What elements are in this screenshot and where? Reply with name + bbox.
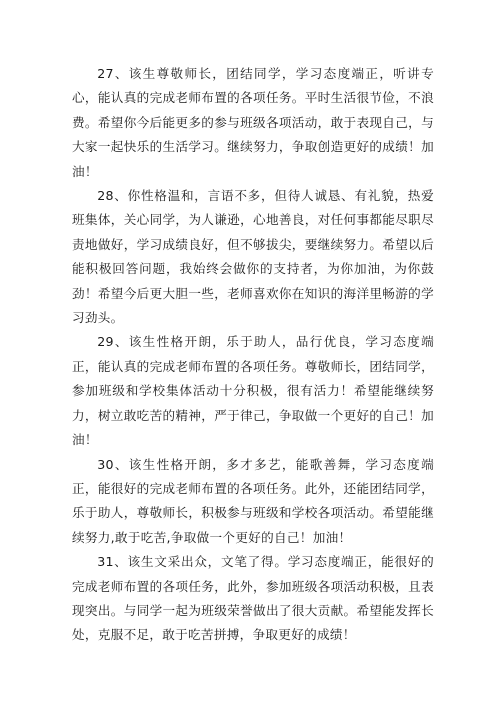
comment-paragraph-31: 31、该生文采出众，文笔了得。学习态度端正，能很好的完成老师布置的各项任务，此外，参加班级各项活动积极，且表现突出。与同学一起为班级荣誉做出了很大贡献。希望能发挥长处，克服不足，敢于吃苦拼搏，争取更好的成绩！ <box>72 554 434 643</box>
comment-paragraph-28: 28、你性格温和，言语不多，但待人诚恳、有礼貌，热爱班集体，关心同学，为人谦逊，心地善良，对任何事都能尽职尽责地做好，学习成绩良好，但不够拔尖，要继续努力。希望以后能积极回答问题，我始终会做你的支持者，为你加油，为你鼓劲！希望今后更大胆一些，老师喜欢你在知识的海洋里畅游的学习劲头。 <box>72 188 434 326</box>
comment-paragraph-27: 27、该生尊敬师长，团结同学，学习态度端正，听讲专心，能认真的完成老师布置的各项任务。平时生活很节俭，不浪费。希望你今后能更多的参与班级各项活动，敢于表现自己，与大家一起快乐的生活学习。继续努力，争取创造更好的成绩！加油！ <box>72 66 434 179</box>
comment-paragraph-29: 29、该生性格开朗，乐于助人，品行优良，学习态度端正，能认真的完成老师布置的各项任务。尊敬师长，团结同学，参加班级和学校集体活动十分积极，很有活力！希望能继续努力，树立敢吃苦的精神，严于律己，争取做一个更好的自己！加油！ <box>72 334 434 448</box>
comment-paragraph-30: 30、该生性格开朗，多才多艺，能歌善舞，学习态度端正，能很好的完成老师布置的各项任务。此外，还能团结同学，乐于助人，尊敬师长，积极参与班级和学校各项活动。希望能继续努力,敢于吃苦,争取做一个更好的自己！加油！ <box>72 456 434 545</box>
document-body <box>72 62 434 648</box>
